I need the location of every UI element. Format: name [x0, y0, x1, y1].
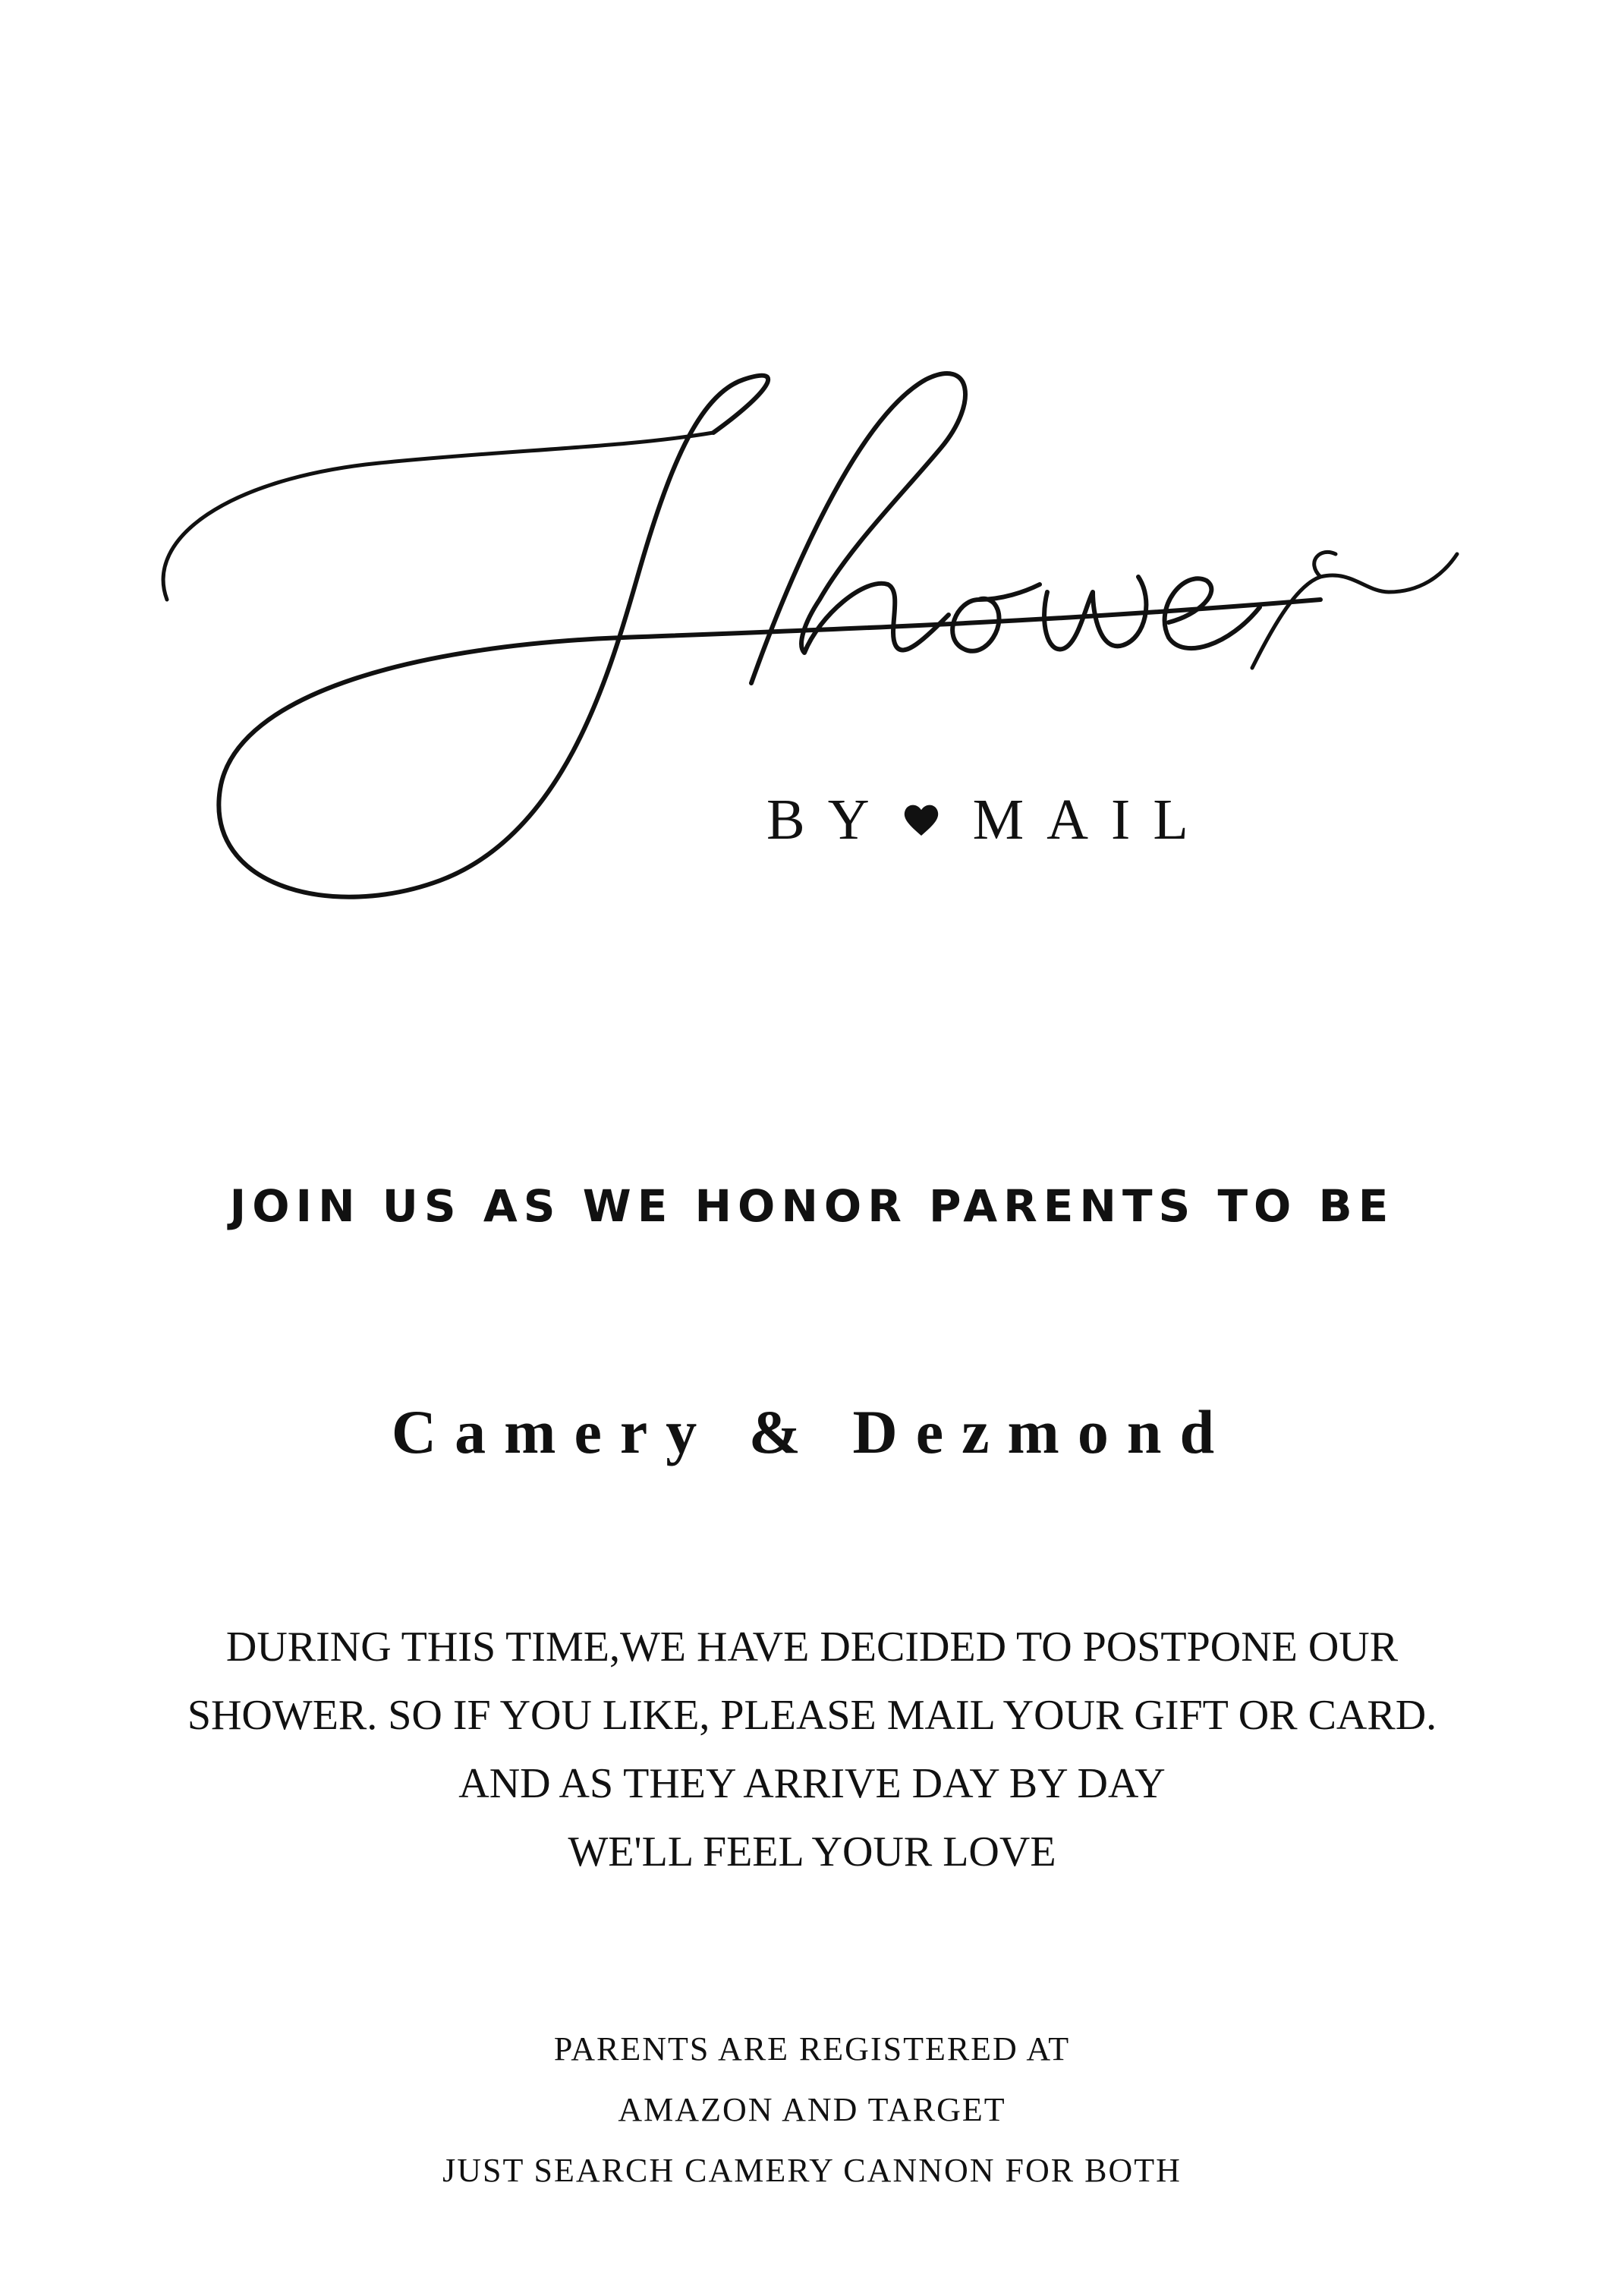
- message-line: AND AS THEY ARRIVE DAY BY DAY: [458, 1760, 1166, 1807]
- tagline: JOIN US AS WE HONOR PARENTS TO BE: [229, 1180, 1395, 1232]
- message-line: WE'LL FEEL YOUR LOVE: [568, 1828, 1056, 1875]
- heart-icon: [900, 798, 943, 841]
- by-mail-subtitle: [766, 782, 1343, 858]
- registry-line: AMAZON AND TARGET: [618, 2091, 1006, 2128]
- parents-names: Camery & Dezmond: [391, 1397, 1233, 1466]
- by-label: BY: [766, 787, 892, 852]
- registry-block: [0, 2019, 1624, 2201]
- registry-line: PARENTS ARE REGISTERED AT: [553, 2030, 1071, 2068]
- message-line: DURING THIS TIME,WE HAVE DECIDED TO POSTPONE OUR: [225, 1624, 1399, 1671]
- mail-label: MAIL: [972, 787, 1211, 852]
- message-line: SHOWER. SO IF YOU LIKE, PLEASE MAIL YOUR GIFT OR CARD.: [187, 1692, 1437, 1739]
- message-block: [0, 1613, 1624, 1886]
- registry-line: JUST SEARCH CAMERY CANNON FOR BOTH: [442, 2152, 1182, 2189]
